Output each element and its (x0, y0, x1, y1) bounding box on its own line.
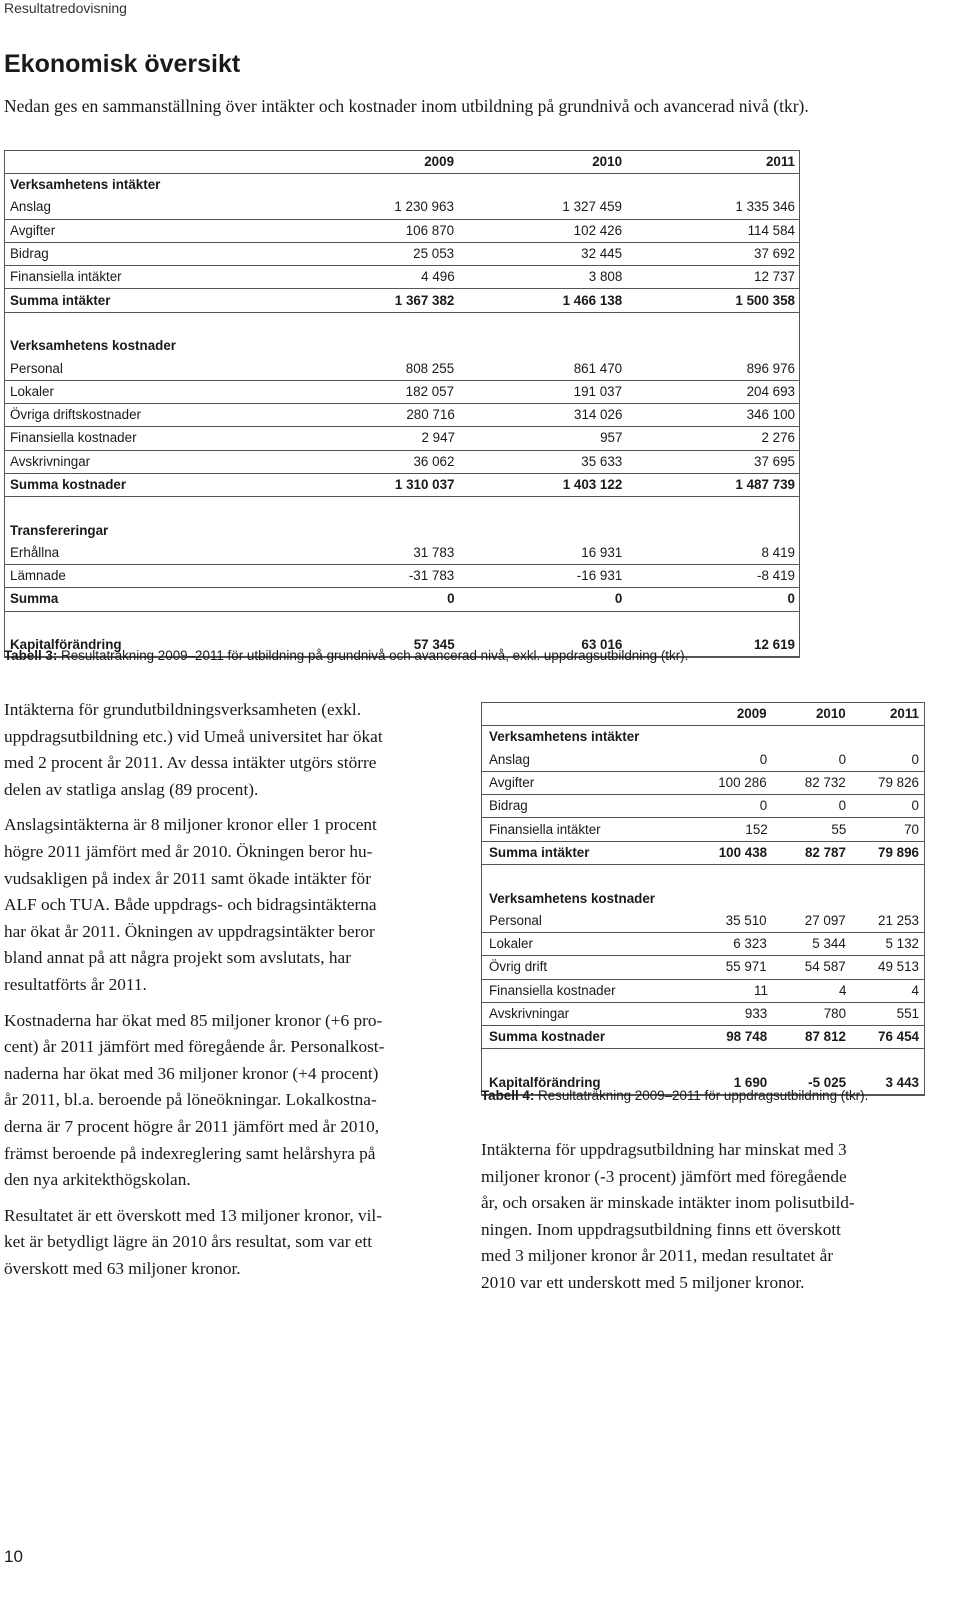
cell-value: 36 062 (237, 451, 454, 474)
table-4-caption-text: Resultaträkning 2009–2011 för uppdragsutbildning (tkr). (534, 1088, 869, 1103)
table-row (5, 357, 799, 380)
text-line: ket är betydligt lägre än 2010 års resultat, som var ett (4, 1232, 373, 1252)
row-label: Avskrivningar (5, 451, 237, 474)
page-number: 10 (4, 1547, 23, 1566)
spacer-cell (5, 612, 800, 634)
table-row (5, 427, 799, 450)
cell-value: 0 (686, 795, 767, 818)
left-column-text (4, 697, 448, 1291)
body-paragraph (481, 1137, 927, 1297)
text-line: delen av statliga anslag (89 procent). (4, 779, 259, 799)
section-heading-row (482, 726, 925, 748)
row-label: Summa kostnader (5, 474, 238, 497)
cell-value: 3 808 (455, 266, 623, 289)
cell-value: 933 (687, 1003, 768, 1026)
cell-value: 114 584 (622, 220, 799, 243)
cell-value: 0 (767, 749, 846, 772)
cell-value: 182 057 (237, 381, 454, 404)
cell-value: 314 026 (455, 404, 623, 427)
row-label: Finansiella intäkter (482, 818, 687, 841)
table-row (482, 749, 924, 772)
row-label: Summa intäkter (482, 842, 686, 865)
cell-value: 0 (455, 588, 623, 611)
cell-value: 957 (455, 427, 622, 450)
row-label: Erhållna (5, 542, 237, 565)
row-label: Summa intäkter (5, 289, 237, 312)
table-row (5, 542, 799, 565)
year-header-row (5, 151, 799, 174)
text-line: främst beroende på indexreglering samt helårshyra på (4, 1143, 376, 1163)
section-heading: Transfereringar (10, 522, 109, 538)
cell-value: 12 619 (622, 634, 799, 657)
year-header: 2010 (767, 703, 846, 726)
text-line: år, och orsaken är minskade intäkter inom polisutbild- (481, 1193, 855, 1213)
cell-value: 37 695 (622, 451, 799, 474)
cell-value: 0 (237, 588, 454, 611)
cell-value: 82 732 (767, 772, 846, 795)
text-line: Intäkterna för grundutbildningsverksamheten (exkl. (4, 700, 362, 719)
cell-value: 27 097 (767, 910, 846, 933)
cell-value: -5 025 (767, 1072, 846, 1095)
corner-cell (5, 151, 237, 174)
cell-value: -31 783 (237, 565, 454, 588)
table-row (5, 266, 799, 289)
cell-value: 106 870 (237, 220, 454, 243)
cell-value: 11 (687, 980, 768, 1003)
cell-value: 57 345 (238, 634, 455, 657)
row-label: Avgifter (5, 220, 237, 243)
spacer-row (482, 865, 925, 887)
spacer-row (5, 313, 800, 335)
cell-value: 1 690 (687, 1072, 768, 1095)
text-line: resultatförts år 2011. (4, 974, 147, 994)
cell-value: 100 438 (686, 842, 767, 865)
income-statement-table-3 (4, 150, 800, 658)
cell-value: 0 (846, 749, 924, 772)
text-line: år 2011, bl.a. beroende på löneökningar. Lokalkostna- (4, 1090, 377, 1110)
cell-value: 37 692 (622, 243, 799, 266)
row-label: Övrig drift (482, 956, 686, 979)
cell-value: -16 931 (454, 565, 622, 588)
table-row (482, 772, 924, 795)
cell-value: 780 (767, 1003, 846, 1026)
row-label: Personal (5, 357, 237, 380)
cell-value: 2 276 (622, 427, 799, 450)
row-label: Kapitalförändring (482, 1072, 687, 1095)
row-label: Anslag (5, 196, 237, 219)
cell-value: 102 426 (454, 220, 622, 243)
text-line: överskott med 63 miljoner kronor. (4, 1258, 241, 1278)
table-row (482, 980, 924, 1003)
cell-value: 551 (846, 1003, 924, 1026)
cell-value: 6 323 (686, 933, 767, 956)
table-row (482, 933, 924, 956)
section-heading: Verksamhetens intäkter (10, 177, 161, 193)
table-row (482, 956, 924, 979)
cell-value: 204 693 (622, 381, 799, 404)
table-row (482, 818, 924, 841)
text-line: Intäkterna för uppdragsutbildning har minskat med 3 (481, 1140, 847, 1159)
cell-value: 55 971 (686, 956, 767, 979)
total-row (482, 1026, 924, 1049)
cell-value: 82 787 (767, 842, 846, 865)
row-label: Personal (482, 910, 686, 933)
text-line: ningen. Inom uppdragsutbildning finns ett överskott (481, 1219, 841, 1239)
row-label: Finansiella kostnader (5, 427, 238, 450)
total-row (482, 842, 924, 865)
cell-value: 70 (846, 818, 924, 841)
text-line: miljoner kronor (-3 procent) jämfört med föregående (481, 1166, 847, 1186)
cell-value: 0 (686, 749, 767, 772)
row-label: Summa kostnader (482, 1026, 686, 1049)
spacer-cell (5, 313, 800, 335)
section-heading-row (5, 519, 800, 541)
section-heading-row (5, 335, 800, 357)
body-paragraph (4, 1008, 448, 1194)
cell-value: 5 344 (767, 933, 846, 956)
cell-value: -8 419 (622, 565, 799, 588)
text-line: uppdragsutbildning etc.) vid Umeå universitet har ökat (4, 726, 383, 746)
row-label: Finansiella intäkter (5, 266, 238, 289)
corner-cell (482, 703, 686, 726)
cell-value: 79 896 (846, 842, 924, 865)
text-line: Resultatet är ett överskott med 13 miljoner kronor, vil- (4, 1205, 382, 1225)
row-label: Övriga driftskostnader (5, 404, 238, 427)
cell-value: 100 286 (685, 772, 766, 795)
table-3-caption-label: Tabell 3: (4, 648, 58, 663)
year-header: 2010 (454, 151, 622, 174)
cell-value: 808 255 (237, 357, 454, 380)
spacer-row (5, 612, 800, 634)
text-line: vudsakligen på index år 2011 samt ökade intäkter för (4, 868, 371, 888)
row-label: Avgifter (482, 772, 685, 795)
cell-value: 25 053 (237, 243, 454, 266)
cell-value: 8 419 (622, 542, 799, 565)
cell-value: 0 (767, 795, 846, 818)
cell-value: 32 445 (454, 243, 622, 266)
table-row (5, 220, 799, 243)
body-paragraph (4, 1203, 448, 1283)
cell-value: 191 037 (454, 381, 622, 404)
section-heading: Verksamhetens kostnader (10, 338, 176, 354)
text-line: Anslagsintäkterna är 8 miljoner kronor eller 1 procent (4, 815, 377, 835)
cell-value: 4 (846, 980, 924, 1003)
cell-value: 31 783 (237, 542, 454, 565)
section-heading: Verksamhetens intäkter (489, 729, 640, 745)
year-header-row (482, 703, 924, 726)
spacer-cell (482, 865, 925, 887)
cell-value: 1 230 963 (237, 196, 454, 219)
text-line: 2010 var ett underskott med 5 miljoner kronor. (481, 1272, 805, 1292)
table-row (5, 451, 799, 474)
text-line: högre 2011 jämfört med år 2010. Ökningen beror hu- (4, 841, 373, 861)
cell-value: 21 253 (846, 910, 924, 933)
table-4-caption (481, 1088, 868, 1103)
page-title: Ekonomisk översikt (4, 50, 241, 78)
table-3-caption-text: Resultaträkning 2009–2011 för utbildning på grundnivå och avancerad nivå, exkl. uppdragsutbildning (tkr). (57, 648, 689, 663)
row-label: Finansiella kostnader (482, 980, 687, 1003)
cell-value: 4 496 (238, 266, 455, 289)
table-3-caption (4, 648, 688, 663)
row-label: Lämnade (5, 565, 237, 588)
cell-value: 2 947 (238, 427, 455, 450)
row-label: Bidrag (5, 243, 237, 266)
table-row (482, 795, 924, 818)
spacer-cell (5, 497, 800, 519)
cell-value: 35 510 (686, 910, 767, 933)
spacer-cell (482, 1049, 925, 1071)
table-row (482, 1003, 924, 1026)
cell-value: 1 487 739 (622, 474, 799, 497)
cell-value: 861 470 (454, 357, 622, 380)
table-row (5, 381, 799, 404)
row-label: Lokaler (482, 933, 686, 956)
row-label: Avskrivningar (482, 1003, 687, 1026)
text-line: bland annat på att några projekt som avslutats, har (4, 948, 351, 968)
income-statement-table-4 (481, 702, 925, 1096)
cell-value: 98 748 (686, 1026, 767, 1049)
text-line: cent) år 2011 jämfört med föregående år. Personalkost- (4, 1037, 385, 1057)
table-4-caption-label: Tabell 4: (481, 1088, 535, 1103)
cell-value: 54 587 (767, 956, 846, 979)
row-label: Kapitalförändring (5, 634, 238, 657)
right-column-text (481, 1137, 927, 1306)
cell-value: 0 (622, 588, 799, 611)
section-heading: Verksamhetens kostnader (489, 890, 655, 906)
row-label: Summa (5, 588, 237, 611)
spacer-row (482, 1049, 925, 1071)
row-label: Bidrag (482, 795, 686, 818)
table-row (482, 910, 924, 933)
cell-value: 1 500 358 (622, 289, 799, 312)
table-row (5, 196, 799, 219)
table-row (5, 565, 799, 588)
cell-value: 346 100 (622, 404, 799, 427)
text-line: ALF och TUA. Både uppdrags- och bidragsintäkterna (4, 895, 377, 915)
cell-value: 896 976 (622, 357, 799, 380)
cell-value: 1 367 382 (237, 289, 454, 312)
text-line: med 3 miljoner kronor år 2011, medan resultatet år (481, 1246, 834, 1266)
cell-value: 1 335 346 (622, 196, 799, 219)
text-line: har ökat år 2011. Ökningen av uppdragsintäkter beror (4, 921, 375, 941)
intro-text: Nedan ges en sammanställning över intäkter och kostnader inom utbildning på grundnivå och avancerad nivå (tkr). (4, 96, 809, 116)
total-row (5, 588, 799, 611)
section-heading-row (5, 174, 800, 196)
text-line: med 2 procent år 2011. Av dessa intäkter utgörs större (4, 753, 377, 773)
body-paragraph (4, 812, 448, 998)
cell-value: 4 (768, 980, 846, 1003)
table-row (5, 404, 799, 427)
text-line: den nya arkitekthögskolan. (4, 1170, 191, 1190)
text-line: Kostnaderna har ökat med 85 miljoner kronor (+6 pro- (4, 1010, 383, 1030)
cell-value: 280 716 (238, 404, 455, 427)
text-line: naderna har ökat med 36 miljoner kronor (+4 procent) (4, 1063, 379, 1083)
cell-value: 87 812 (767, 1026, 846, 1049)
year-header: 2009 (686, 703, 767, 726)
cell-value: 16 931 (454, 542, 622, 565)
cell-value: 49 513 (846, 956, 924, 979)
cell-value: 0 (846, 795, 924, 818)
cell-value: 1 466 138 (454, 289, 622, 312)
body-paragraph (4, 697, 448, 803)
cell-value: 76 454 (846, 1026, 924, 1049)
year-header: 2009 (237, 151, 454, 174)
section-heading-row (482, 887, 925, 909)
total-row (5, 474, 799, 497)
cell-value: 1 327 459 (454, 196, 622, 219)
row-label: Lokaler (5, 381, 237, 404)
cell-value: 63 016 (455, 634, 623, 657)
cell-value: 152 (687, 818, 768, 841)
row-label: Anslag (482, 749, 686, 772)
cell-value: 1 403 122 (455, 474, 623, 497)
cell-value: 3 443 (846, 1072, 924, 1095)
cell-value: 5 132 (846, 933, 924, 956)
total-row (5, 289, 799, 312)
cell-value: 35 633 (454, 451, 622, 474)
text-line: derna är 7 procent högre år 2011 jämfört med år 2010, (4, 1116, 380, 1136)
running-header: Resultatredovisning (4, 0, 127, 16)
year-header: 2011 (846, 703, 924, 726)
year-header: 2011 (622, 151, 799, 174)
cell-value: 79 826 (846, 772, 924, 795)
cell-value: 1 310 037 (238, 474, 455, 497)
table-row (5, 243, 799, 266)
spacer-row (5, 497, 800, 519)
cell-value: 55 (768, 818, 847, 841)
cell-value: 12 737 (622, 266, 799, 289)
